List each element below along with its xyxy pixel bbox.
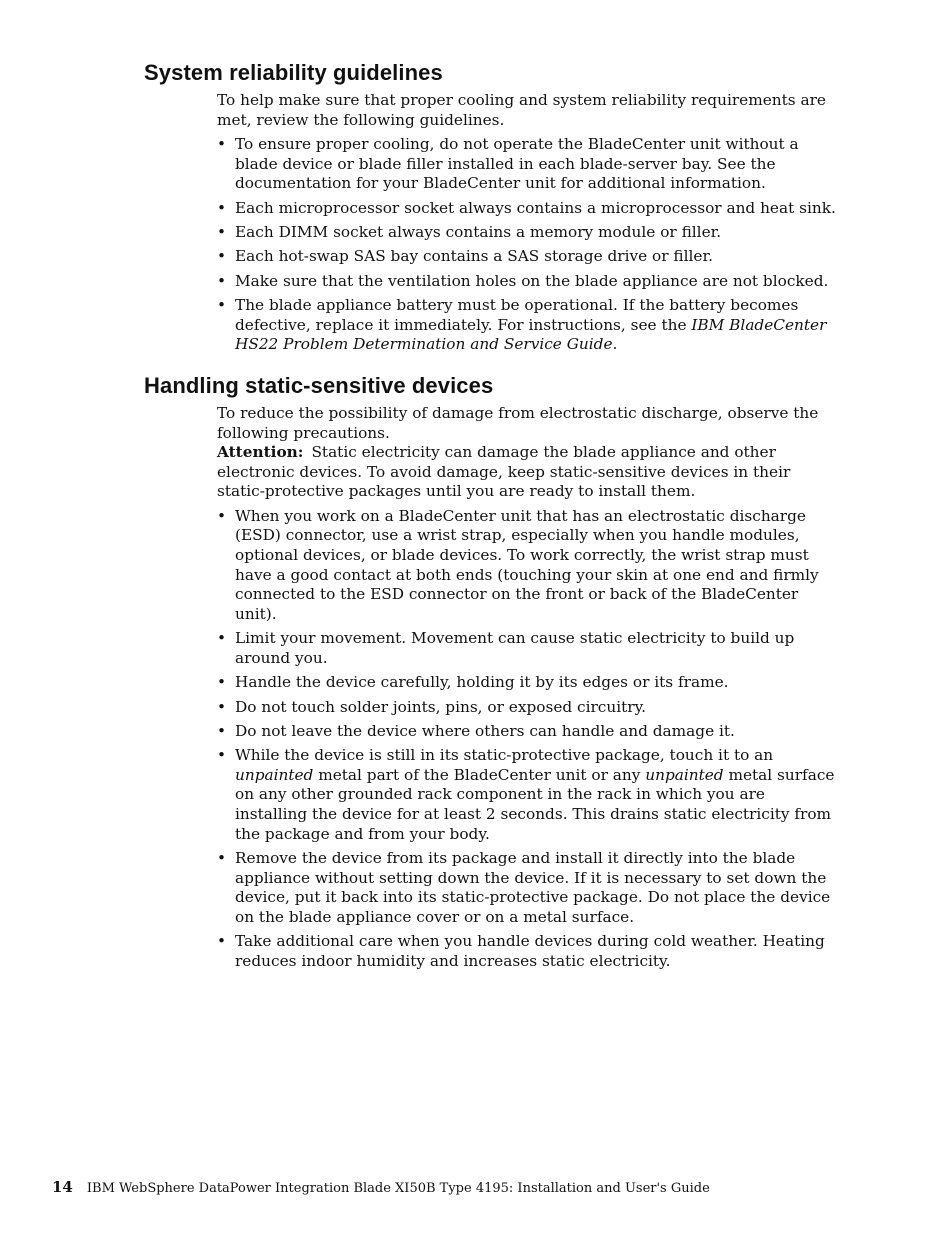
battery-text: The blade appliance battery must be operational. If the battery becomes defective, replace it immediately. For instructions, see the (235, 296, 799, 334)
list-item: • Make sure that the ventilation holes on the blade appliance are not blocked. (217, 272, 837, 292)
list-item: • Each hot-swap SAS bay contains a SAS storage drive or filler. (217, 247, 837, 267)
guide-title: IBM BladeCenter HS22 Problem Determination and Service Guide (235, 315, 827, 354)
list-item: • Limit your movement. Movement can cause static electricity to build up around you. (217, 629, 837, 668)
section-intro: To reduce the possibility of damage from electrostatic discharge, observe the following precautions. (217, 404, 819, 442)
list-item: • Remove the device from its package and install it directly into the blade appliance without setting down the device. If it is necessary to set down the device, put it back into its static-protective package. Do not place the device on the blade appliance cover or on a metal surface. (217, 849, 837, 927)
page-number: 14 (52, 1178, 73, 1196)
battery-text-end: . (612, 335, 618, 354)
list-item: • Do not touch solder joints, pins, or exposed circuitry. (217, 698, 837, 718)
section-static-sensitive (217, 404, 837, 971)
emphasis-unpainted: unpainted (235, 765, 314, 784)
list-item: • Take additional care when you handle devices during cold weather. Heating reduces indoor humidity and increases static electricity. (217, 932, 837, 971)
item-text: metal part of the BladeCenter unit or any (313, 765, 646, 784)
attention-notice (217, 443, 837, 502)
list-item: • Do not leave the device where others can handle and damage it. (217, 722, 837, 742)
section-title-static-sensitive: Handling static-sensitive devices (144, 373, 494, 398)
list-item: • To ensure proper cooling, do not operate the BladeCenter unit without a blade device or blade filler installed in each blade-server bay. See the documentation for your BladeCenter unit for additional information. (217, 135, 837, 194)
item-text: While the device is still in its static-protective package, touch it to an (235, 746, 774, 765)
list-item: • Each microprocessor socket always contains a microprocessor and heat sink. (217, 199, 837, 219)
guideline-list (217, 135, 837, 355)
list-item: • Each DIMM socket always contains a memory module or filler. (217, 223, 837, 243)
section-title-system-reliability: System reliability guidelines (144, 60, 443, 85)
attention-text: Static electricity can damage the blade appliance and other electronic devices. To avoid damage, keep static-sensitive devices in their static-protective packages until you are ready to install them. (217, 443, 791, 501)
book-title: IBM WebSphere DataPower Integration Blade XI50B Type 4195: Installation and User's Guide (86, 1181, 710, 1196)
item-text: metal surface on any other grounded rack component in the rack in which you are installing the device for at least 2 seconds. This drains static electricity from the package and from your body. (235, 765, 835, 843)
list-item-unpainted (217, 746, 837, 844)
list-item: • Handle the device carefully, holding it by its edges or its frame. (217, 673, 837, 693)
page-footer (52, 1178, 710, 1196)
attention-label: Attention: (217, 443, 304, 462)
emphasis-unpainted: unpainted (645, 765, 724, 784)
list-item: • When you work on a BladeCenter unit that has an electrostatic discharge (ESD) connector, use a wrist strap, especially when you handle modules, optional devices, or blade devices. To work correctly, the wrist strap must have a good contact at both ends (touching your skin at one end and firmly connected to the ESD connector on the front or back of the BladeCenter unit). (217, 507, 837, 625)
section-system-reliability (217, 91, 837, 355)
precaution-list (217, 507, 837, 972)
list-item-battery (217, 296, 837, 355)
section-intro: To help make sure that proper cooling and system reliability requirements are met, review the following guidelines. (217, 91, 826, 129)
